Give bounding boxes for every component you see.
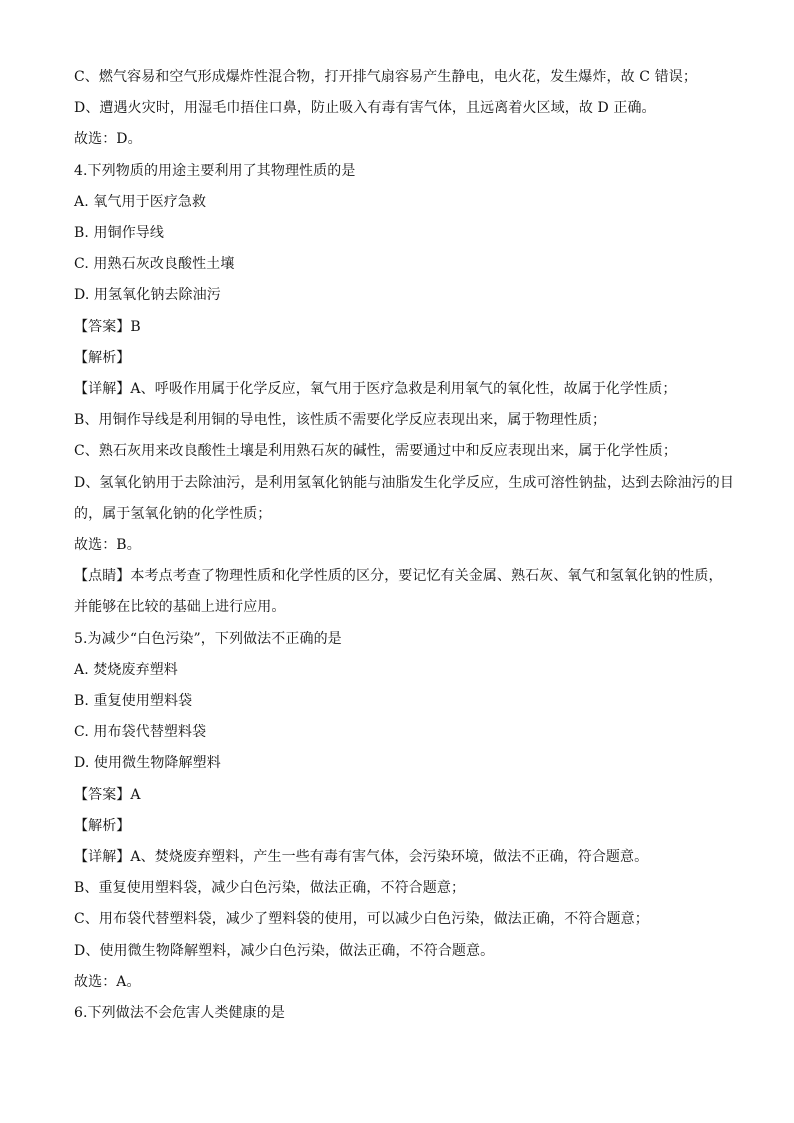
document-page — [74, 62, 734, 1029]
q4-analysis-tag: 【解析】 — [74, 349, 131, 366]
q5-answer — [74, 780, 734, 811]
q4-detail-b: B、用铜作导线是利用铜的导电性，该性质不需要化学反应表现出来，属于物理性质； — [74, 412, 607, 429]
q5-detail-b: B、重复使用塑料袋，减少白色污染，做法正确，不符合题意； — [74, 880, 466, 897]
q5-analysis-tag: 【解析】 — [74, 817, 131, 834]
prev-explanation-d: D、遭遇火灾时，用湿毛巾捂住口鼻，防止吸入有毒有害气体，且远离着火区域，故 D 正确。 — [74, 100, 656, 117]
q4-choice: 故选：B。 — [74, 537, 141, 554]
prev-explanation-c: C、燃气容易和空气形成爆炸性混合物，打开排气扇容易产生静电，电火花，发生爆炸，故 C 错误； — [74, 69, 697, 85]
q5-option-c: C. 用布袋代替塑料袋 — [74, 724, 207, 741]
q4-detail-c: C、熟石灰用来改良酸性土壤是利用熟石灰的碱性，需要通过中和反应表现出来，属于化学性质； — [74, 443, 678, 460]
q4-option-c: C. 用熟石灰改良酸性土壤 — [74, 256, 235, 273]
answer-tag: 【答案】 — [74, 318, 131, 335]
q5-option-a: A. 焚烧废弃塑料 — [74, 661, 178, 678]
answer-value: B — [130, 318, 141, 335]
q5-detail-a — [74, 842, 734, 873]
q5-detail-d: D、使用微生物降解塑料，减少白色污染，做法正确，不符合题意。 — [74, 942, 495, 959]
q5-option-b: B. 重复使用塑料袋 — [74, 693, 193, 710]
q5-choice: 故选：A。 — [74, 973, 141, 990]
q4-comment-line2: 并能够在比较的基础上进行应用。 — [74, 599, 286, 616]
answer-value: A — [130, 786, 141, 803]
q5-detail-c: C、用布袋代替塑料袋，减少了塑料袋的使用，可以减少白色污染，做法正确，不符合题意； — [74, 911, 649, 928]
q4-detail-d-line2: 的，属于氢氧化钠的化学性质； — [74, 505, 272, 522]
detail-text: A、呼吸作用属于化学反应，氧气用于医疗急救是利用氧气的氧化性，故属于化学性质； — [130, 381, 677, 398]
q5-stem: 5.为减少“白色污染”，下列做法不正确的是 — [74, 630, 342, 647]
q4-option-a: A. 氧气用于医疗急救 — [74, 193, 207, 210]
q5-option-d: D. 使用微生物降解塑料 — [74, 755, 221, 772]
q4-detail-a — [74, 374, 734, 405]
detail-tag: 【详解】 — [74, 381, 131, 398]
prev-choice: 故选：D。 — [74, 131, 142, 148]
detail-tag: 【详解】 — [74, 849, 131, 866]
q4-detail-d-line1: D、氢氧化钠用于去除油污，是利用氢氧化钠能与油脂发生化学反应，生成可溶性钠盐，达到去除油污的目 — [74, 474, 734, 491]
comment-text: 本考点考查了物理性质和化学性质的区分，要记忆有关金属、熟石灰、氧气和氢氧化钠的性质， — [130, 568, 723, 585]
q4-stem: 4.下列物质的用途主要利用了其物理性质的是 — [74, 162, 356, 179]
q4-option-b: B. 用铜作导线 — [74, 225, 164, 242]
detail-text: A、焚烧废弃塑料，产生一些有毒有害气体，会污染环境，做法不正确，符合题意。 — [130, 849, 649, 866]
q6-stem: 6.下列做法不会危害人类健康的是 — [74, 1005, 285, 1022]
q4-answer — [74, 312, 734, 343]
q4-option-d: D. 用氢氧化钠去除油污 — [74, 287, 221, 304]
comment-tag: 【点睛】 — [74, 568, 131, 585]
answer-tag: 【答案】 — [74, 786, 131, 803]
q4-comment-line1 — [74, 561, 734, 592]
